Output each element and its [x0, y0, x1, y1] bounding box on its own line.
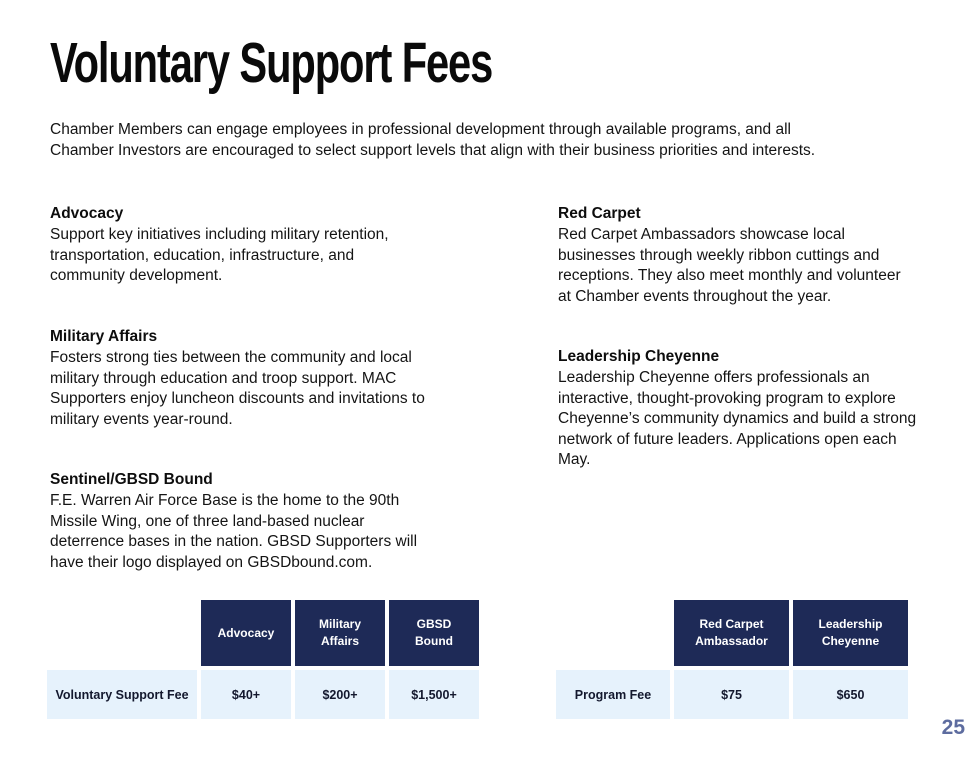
section-military-affairs-heading: Military Affairs: [50, 328, 158, 345]
row-label-voluntary-support-fee: Voluntary Support Fee: [47, 670, 197, 719]
section-military-affairs: [50, 326, 428, 430]
section-leadership-cheyenne-heading: Leadership Cheyenne: [558, 348, 720, 365]
section-leadership-cheyenne: [558, 346, 918, 471]
section-advocacy-heading: Advocacy: [50, 205, 124, 222]
page-number: 25: [941, 716, 965, 739]
col-header-gbsd-bound: GBSD Bound: [389, 600, 479, 666]
section-advocacy-body: Support key initiatives including military retention, transportation, education, infrastructure, and community development.: [50, 226, 389, 284]
table-header-spacer: [47, 600, 197, 666]
value-advocacy-fee: $40+: [201, 670, 291, 719]
col-header-advocacy: Advocacy: [201, 600, 291, 666]
value-leadership-cheyenne-fee: $650: [793, 670, 908, 719]
col-header-red-carpet-ambassador: Red Carpet Ambassador: [674, 600, 789, 666]
voluntary-support-fee-header-row: [47, 600, 479, 666]
section-red-carpet-heading: Red Carpet: [558, 205, 641, 222]
col-header-leadership-cheyenne: Leadership Cheyenne: [793, 600, 908, 666]
voluntary-support-fee-table: [47, 600, 479, 719]
section-advocacy: [50, 203, 428, 287]
value-red-carpet-fee: $75: [674, 670, 789, 719]
section-sentinel-gbsd-bound-heading: Sentinel/GBSD Bound: [50, 471, 213, 488]
value-gbsd-bound-fee: $1,500+: [389, 670, 479, 719]
page-title: [50, 30, 656, 96]
col-header-military-affairs: Military Affairs: [295, 600, 385, 666]
row-label-program-fee: Program Fee: [556, 670, 670, 719]
program-fee-table: [556, 600, 908, 719]
intro-paragraph: Chamber Members can engage employees in professional development through available programs, and all Chamber Investors are encouraged to select support levels that align with their business priorities and interests.: [50, 121, 816, 159]
section-military-affairs-body: Fosters strong ties between the community and local military through education and troop support. MAC Supporters enjoy luncheon discounts and invitations to military events year-round.: [50, 349, 425, 428]
page-title-text: Voluntary Support Fees: [50, 31, 493, 95]
program-fee-header-row: [556, 600, 908, 666]
program-fee-value-row: [556, 670, 908, 719]
voluntary-support-fee-value-row: [47, 670, 479, 719]
value-military-affairs-fee: $200+: [295, 670, 385, 719]
section-sentinel-gbsd-bound: [50, 469, 432, 573]
table-header-spacer: [556, 600, 670, 666]
section-red-carpet-body: Red Carpet Ambassadors showcase local businesses through weekly ribbon cuttings and receptions. They also meet monthly and volunteer at Chamber events throughout the year.: [558, 226, 901, 305]
section-sentinel-gbsd-bound-body: F.E. Warren Air Force Base is the home to the 90th Missile Wing, one of three land-based nuclear deterrence bases in the nation. GBSD Supporters will have their logo displayed on GBSDbound.com.: [50, 492, 418, 571]
section-leadership-cheyenne-body: Leadership Cheyenne offers professionals an interactive, thought-provoking program to explore Cheyenne’s community dynamics and build a strong network of future leaders. Applications open each May.: [558, 369, 917, 468]
section-red-carpet: [558, 203, 914, 307]
